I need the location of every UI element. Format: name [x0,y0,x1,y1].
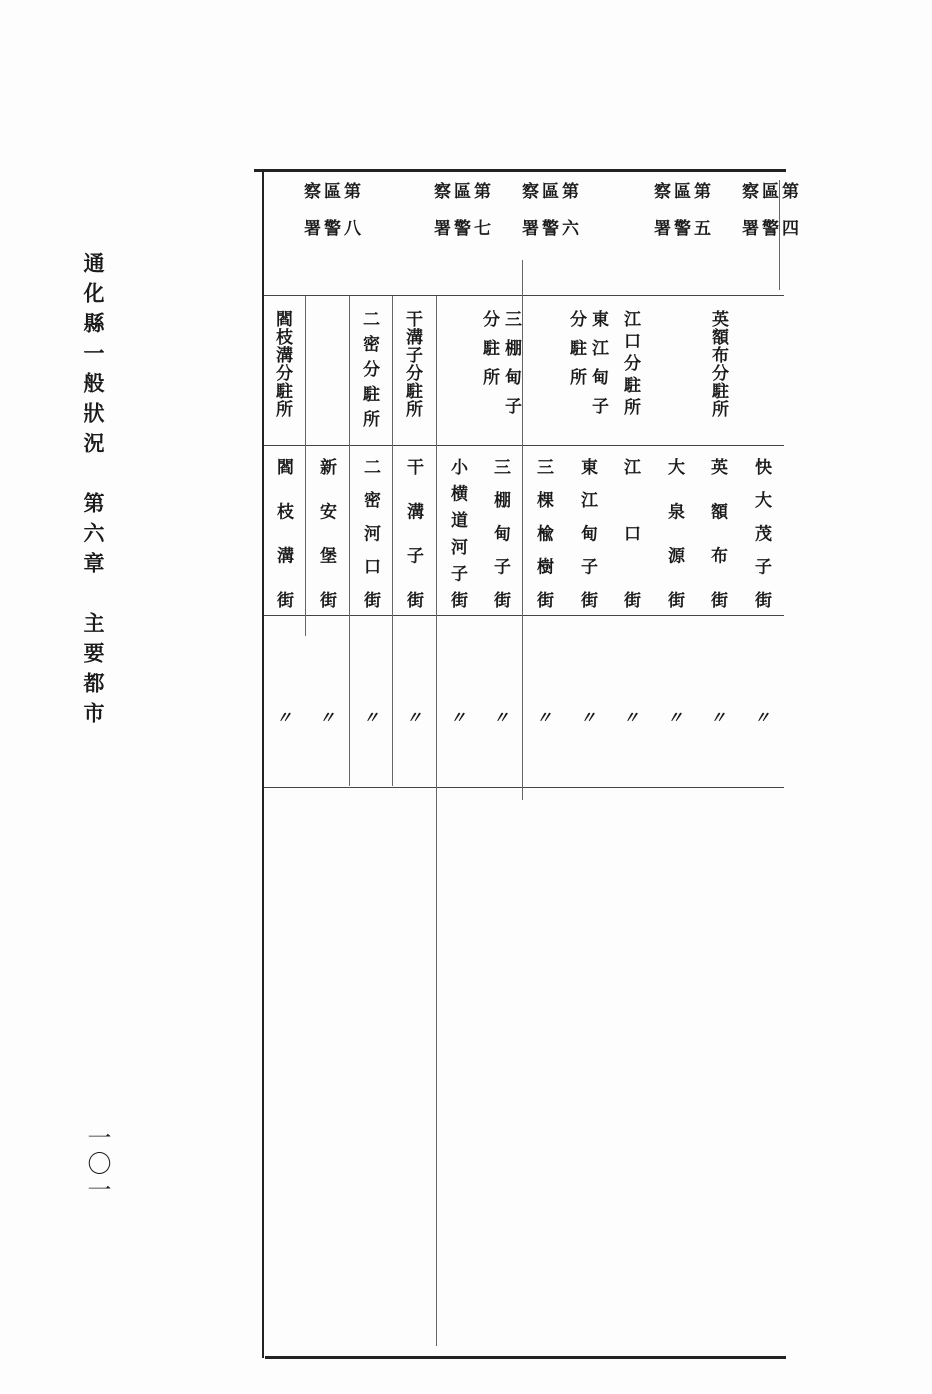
column-rule [436,296,437,1346]
street-name: 東江甸子街 [577,458,597,608]
branch-office: 江口分駐所 [620,310,640,420]
ditto-mark: 〃 [319,708,336,727]
column-rule [392,296,393,786]
ditto-mark: 〃 [536,708,553,727]
street-name: 干溝子街 [403,458,423,608]
ditto-mark: 〃 [623,708,640,727]
ditto-mark: 〃 [754,708,771,727]
ditto-mark: 〃 [450,708,467,727]
page-number: 一〇一 [83,1125,111,1203]
table-top-rule [254,169,786,172]
branch-office: 二密分駐所 [359,310,379,435]
table-left-rule [262,170,264,1358]
ditto-mark: 〃 [276,708,293,727]
column-rule [305,296,306,636]
branch-office: 閻枝溝分駐所 [272,310,292,418]
branch-office: 三棚甸子分駐所 [479,310,521,426]
police-station-4: 第四區警察署 [738,182,798,256]
ditto-mark: 〃 [406,708,423,727]
column-rule [349,296,350,786]
branch-office: 干溝子分駐所 [402,310,422,418]
row-rule [264,615,784,616]
street-name: 大泉源街 [664,458,684,608]
police-station-5: 第五區警察署 [650,182,710,256]
ditto-mark: 〃 [710,708,727,727]
street-name: 三棵楡樹街 [533,458,553,608]
chapter-title: 通化縣一般狀況 第六章 主要都市 [81,252,106,732]
row-rule [264,787,784,788]
street-name: 三棚甸子街 [490,458,510,608]
branch-office: 東江甸子分駐所 [566,310,608,426]
branch-office: 英額布分駐所 [708,310,728,418]
police-station-7: 第七區警察署 [430,182,490,256]
street-name: 閻枝溝街 [273,458,293,608]
ditto-mark: 〃 [363,708,380,727]
ditto-mark: 〃 [493,708,510,727]
ditto-mark: 〃 [667,708,684,727]
row-rule [264,445,784,446]
street-name: 快大茂子街 [751,458,771,608]
police-station-6: 第六區警察署 [518,182,578,256]
police-station-8: 第八區警察署 [300,182,360,256]
table-bottom-rule [265,1356,786,1359]
street-name: 二密河口街 [360,458,380,608]
ditto-mark: 〃 [580,708,597,727]
street-name: 小横道河子街 [447,458,467,608]
street-name: 英額布街 [707,458,727,608]
column-rule [522,260,523,800]
street-name: 江口街 [620,458,640,608]
row-rule [264,295,784,296]
street-name: 新安堡街 [316,458,336,608]
